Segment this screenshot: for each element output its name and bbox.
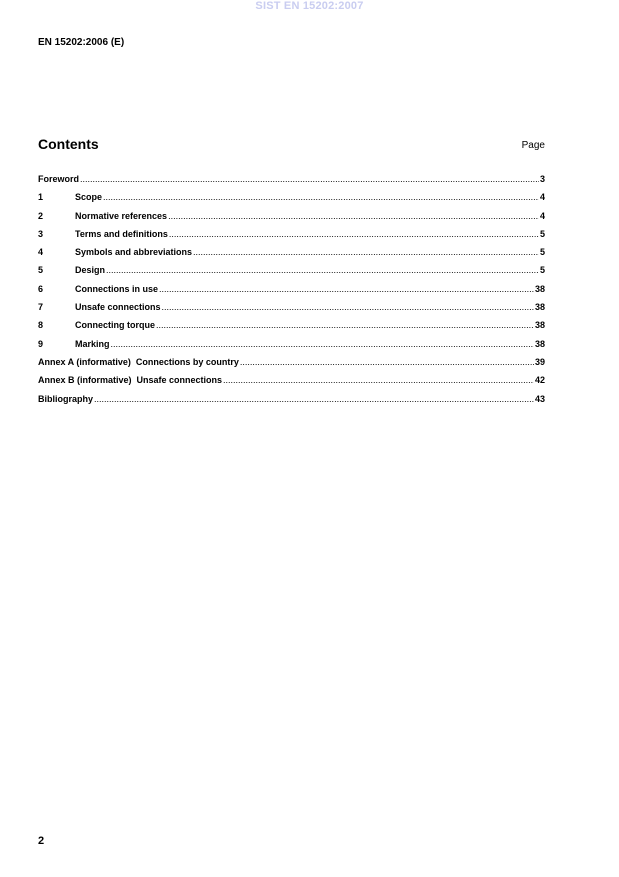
toc-entry-title: Connections in use bbox=[75, 283, 159, 294]
toc-entry-page: 38 bbox=[534, 320, 545, 331]
toc-entry-number: 8 bbox=[38, 320, 44, 331]
toc-entry-page: 5 bbox=[539, 228, 545, 239]
toc-entry-number: 4 bbox=[38, 247, 44, 258]
toc-dot-leader bbox=[159, 284, 534, 294]
toc-entry-page: 5 bbox=[539, 247, 545, 258]
toc-dot-leader bbox=[156, 320, 534, 330]
toc-entry[interactable] bbox=[38, 394, 545, 412]
toc-dot-leader bbox=[223, 375, 534, 385]
toc-entry-title: Annex B (informative) Unsafe connections bbox=[38, 375, 223, 386]
toc-entry-title: Bibliography bbox=[38, 393, 94, 404]
toc-entry-title: Annex A (informative) Connections by country bbox=[38, 356, 239, 367]
toc-entry-title: Design bbox=[75, 265, 106, 276]
toc-entry-page: 4 bbox=[539, 192, 545, 203]
toc-entry-title: Foreword bbox=[38, 174, 80, 184]
page-number: 2 bbox=[38, 835, 45, 847]
toc-entry-title: Connecting torque bbox=[75, 320, 155, 331]
toc-entry-number: 7 bbox=[38, 302, 44, 313]
toc-entry-title: Symbols and abbreviations bbox=[75, 247, 193, 258]
toc-entry[interactable] bbox=[38, 192, 545, 210]
toc-entry[interactable] bbox=[38, 265, 545, 283]
toc-entry[interactable] bbox=[38, 229, 545, 247]
toc-entry-page: 5 bbox=[539, 265, 545, 276]
toc-dot-leader bbox=[111, 339, 534, 349]
toc-entry[interactable] bbox=[38, 247, 545, 265]
toc-entry-page: 4 bbox=[539, 210, 545, 221]
toc-entry-number: 3 bbox=[38, 228, 44, 239]
toc-entry-page: 38 bbox=[534, 338, 545, 349]
toc-entry-number: 2 bbox=[38, 210, 44, 221]
document-header: EN 15202:2006 (E) bbox=[38, 37, 125, 48]
toc-dot-leader bbox=[193, 247, 539, 257]
toc-dot-leader bbox=[240, 357, 534, 367]
toc-entry-title: Marking bbox=[75, 338, 110, 349]
toc-entry-title: Unsafe connections bbox=[75, 302, 161, 313]
toc-entry-page: 38 bbox=[534, 283, 545, 294]
toc-dot-leader bbox=[94, 394, 534, 404]
toc-entry-page: 3 bbox=[539, 174, 545, 184]
toc-dot-leader bbox=[103, 192, 539, 202]
toc-entry[interactable] bbox=[38, 320, 545, 338]
toc-dot-leader bbox=[106, 265, 539, 275]
toc-entry[interactable] bbox=[38, 174, 545, 192]
toc-entry-title: Normative references bbox=[75, 210, 168, 221]
toc-entry[interactable] bbox=[38, 375, 545, 393]
toc-entry[interactable] bbox=[38, 284, 545, 302]
toc-entry-number: 6 bbox=[38, 283, 44, 294]
toc-entry[interactable] bbox=[38, 339, 545, 357]
toc-entry[interactable] bbox=[38, 357, 545, 375]
toc-dot-leader bbox=[168, 211, 539, 221]
toc-entry-page: 38 bbox=[534, 302, 545, 313]
toc-entry-title: Scope bbox=[75, 192, 103, 203]
toc-entry[interactable] bbox=[38, 302, 545, 320]
watermark: SIST EN 15202:2007 bbox=[255, 0, 364, 12]
toc-entry-page: 39 bbox=[534, 356, 545, 367]
toc-entry-number: 9 bbox=[38, 338, 44, 349]
page-column-label: Page bbox=[521, 140, 545, 151]
table-of-contents bbox=[38, 174, 545, 412]
toc-entry-number: 1 bbox=[38, 192, 44, 203]
toc-dot-leader bbox=[80, 174, 539, 184]
toc-entry-page: 42 bbox=[534, 375, 545, 386]
toc-entry-page: 43 bbox=[534, 393, 545, 404]
contents-title: Contents bbox=[38, 136, 99, 152]
toc-dot-leader bbox=[169, 229, 539, 239]
toc-dot-leader bbox=[162, 302, 534, 312]
toc-entry-number: 5 bbox=[38, 265, 44, 276]
toc-entry[interactable] bbox=[38, 211, 545, 229]
toc-entry-title: Terms and definitions bbox=[75, 228, 168, 239]
